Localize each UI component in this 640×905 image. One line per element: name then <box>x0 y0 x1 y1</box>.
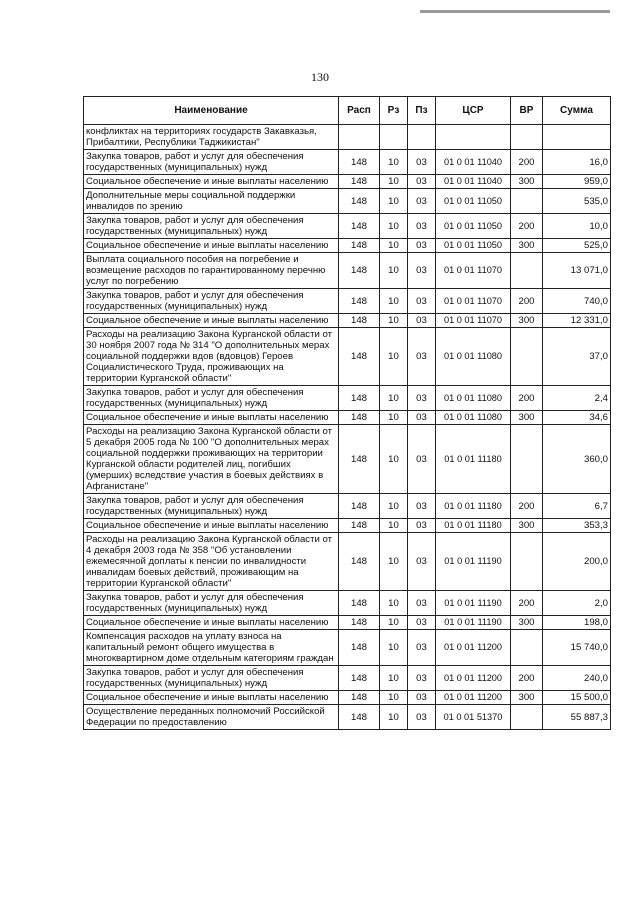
cell-rz: 10 <box>380 666 408 691</box>
cell-vr: 300 <box>511 691 543 705</box>
table-body <box>84 125 611 730</box>
table-row <box>84 125 611 150</box>
cell-rz: 10 <box>380 239 408 253</box>
cell-name: Закупка товаров, работ и услуг для обеспечения государственных (муниципальных) нужд <box>84 494 339 519</box>
cell-rz: 10 <box>380 705 408 730</box>
cell-name: Закупка товаров, работ и услуг для обеспечения государственных (муниципальных) нужд <box>84 591 339 616</box>
budget-table <box>83 96 611 730</box>
cell-name: Выплата социального пособия на погребение и возмещение расходов по гарантированному перечню услуг по погребению <box>84 253 339 289</box>
cell-pz: 03 <box>408 386 436 411</box>
cell-pz: 03 <box>408 705 436 730</box>
cell-pz: 03 <box>408 616 436 630</box>
cell-rasp: 148 <box>339 189 380 214</box>
cell-csr: 01 0 01 11070 <box>436 289 511 314</box>
table-row <box>84 411 611 425</box>
cell-sum: 240,0 <box>543 666 611 691</box>
cell-rasp: 148 <box>339 175 380 189</box>
cell-csr: 01 0 01 11180 <box>436 425 511 494</box>
cell-rz: 10 <box>380 691 408 705</box>
table-row <box>84 425 611 494</box>
cell-vr <box>511 630 543 666</box>
cell-name: Осуществление переданных полномочий Российской Федерации по предоставлению <box>84 705 339 730</box>
cell-name: Социальное обеспечение и иные выплаты населению <box>84 239 339 253</box>
cell-csr: 01 0 01 11070 <box>436 253 511 289</box>
table-row <box>84 519 611 533</box>
header-vr: ВР <box>511 97 543 125</box>
cell-name: Социальное обеспечение и иные выплаты населению <box>84 519 339 533</box>
cell-vr <box>511 253 543 289</box>
cell-rasp: 148 <box>339 533 380 591</box>
table-row <box>84 328 611 386</box>
cell-vr <box>511 705 543 730</box>
cell-csr: 01 0 01 51370 <box>436 705 511 730</box>
cell-vr <box>511 125 543 150</box>
cell-csr: 01 0 01 11050 <box>436 214 511 239</box>
table-header-row <box>84 97 611 125</box>
table-row <box>84 189 611 214</box>
cell-vr: 200 <box>511 386 543 411</box>
cell-name: Расходы на реализацию Закона Курганской области от 4 декабря 2003 года № 358 "Об установлении ежемесячной доплаты к пенсии по инвалидности инвалидам боевых действий, проживающим на территории Курганской области" <box>84 533 339 591</box>
cell-sum: 2,4 <box>543 386 611 411</box>
header-pz: Пз <box>408 97 436 125</box>
cell-pz: 03 <box>408 289 436 314</box>
cell-sum: 198,0 <box>543 616 611 630</box>
cell-sum: 13 071,0 <box>543 253 611 289</box>
cell-rz: 10 <box>380 425 408 494</box>
cell-sum: 959,0 <box>543 175 611 189</box>
cell-rz: 10 <box>380 519 408 533</box>
cell-rasp: 148 <box>339 616 380 630</box>
cell-pz: 03 <box>408 691 436 705</box>
cell-pz: 03 <box>408 214 436 239</box>
cell-rasp: 148 <box>339 591 380 616</box>
cell-csr: 01 0 01 11180 <box>436 519 511 533</box>
cell-rz: 10 <box>380 214 408 239</box>
cell-vr: 300 <box>511 239 543 253</box>
cell-csr: 01 0 01 11070 <box>436 314 511 328</box>
cell-rasp: 148 <box>339 314 380 328</box>
cell-rz: 10 <box>380 189 408 214</box>
cell-rasp: 148 <box>339 239 380 253</box>
cell-sum: 55 887,3 <box>543 705 611 730</box>
cell-sum: 34,6 <box>543 411 611 425</box>
cell-vr: 300 <box>511 314 543 328</box>
cell-rasp: 148 <box>339 494 380 519</box>
header-name: Наименование <box>84 97 339 125</box>
cell-name: Закупка товаров, работ и услуг для обеспечения государственных (муниципальных) нужд <box>84 289 339 314</box>
cell-rasp: 148 <box>339 328 380 386</box>
table-row <box>84 591 611 616</box>
cell-sum: 6,7 <box>543 494 611 519</box>
cell-name: конфликтах на территориях государств Закавказья, Прибалтики, Республики Таджикистан" <box>84 125 339 150</box>
cell-rasp: 148 <box>339 253 380 289</box>
cell-sum: 525,0 <box>543 239 611 253</box>
cell-csr: 01 0 01 11080 <box>436 328 511 386</box>
cell-sum <box>543 125 611 150</box>
cell-rz: 10 <box>380 533 408 591</box>
table-row <box>84 705 611 730</box>
cell-rasp: 148 <box>339 214 380 239</box>
table-row <box>84 314 611 328</box>
cell-csr: 01 0 01 11050 <box>436 239 511 253</box>
table-row <box>84 666 611 691</box>
cell-rasp: 148 <box>339 150 380 175</box>
cell-csr: 01 0 01 11190 <box>436 591 511 616</box>
table-row <box>84 289 611 314</box>
cell-pz: 03 <box>408 175 436 189</box>
cell-rasp: 148 <box>339 289 380 314</box>
cell-name: Социальное обеспечение и иные выплаты населению <box>84 616 339 630</box>
cell-vr <box>511 533 543 591</box>
cell-pz: 03 <box>408 425 436 494</box>
cell-rz <box>380 125 408 150</box>
cell-sum: 200,0 <box>543 533 611 591</box>
cell-name: Закупка товаров, работ и услуг для обеспечения государственных (муниципальных) нужд <box>84 214 339 239</box>
cell-csr: 01 0 01 11200 <box>436 630 511 666</box>
cell-rasp: 148 <box>339 666 380 691</box>
table-row <box>84 494 611 519</box>
cell-csr: 01 0 01 11180 <box>436 494 511 519</box>
cell-csr <box>436 125 511 150</box>
scan-top-line <box>420 10 610 13</box>
table-row <box>84 691 611 705</box>
cell-name: Закупка товаров, работ и услуг для обеспечения государственных (муниципальных) нужд <box>84 666 339 691</box>
cell-csr: 01 0 01 11040 <box>436 150 511 175</box>
cell-vr: 300 <box>511 175 543 189</box>
cell-pz: 03 <box>408 239 436 253</box>
header-csr: ЦСР <box>436 97 511 125</box>
header-rasp: Расп <box>339 97 380 125</box>
cell-name: Дополнительные меры социальной поддержки инвалидов по зрению <box>84 189 339 214</box>
cell-rz: 10 <box>380 386 408 411</box>
cell-pz: 03 <box>408 519 436 533</box>
cell-sum: 10,0 <box>543 214 611 239</box>
cell-name: Расходы на реализацию Закона Курганской области от 30 ноября 2007 года № 314 "О дополнительных мерах социальной поддержки вдов (вдовцов) Героев Социалистического Труда, проживающих на территории Курганской области" <box>84 328 339 386</box>
cell-sum: 353,3 <box>543 519 611 533</box>
table-row <box>84 150 611 175</box>
cell-csr: 01 0 01 11080 <box>436 411 511 425</box>
cell-pz: 03 <box>408 314 436 328</box>
header-sum: Сумма <box>543 97 611 125</box>
table-row <box>84 616 611 630</box>
cell-rz: 10 <box>380 150 408 175</box>
cell-csr: 01 0 01 11200 <box>436 666 511 691</box>
cell-sum: 2,0 <box>543 591 611 616</box>
cell-rz: 10 <box>380 494 408 519</box>
cell-rz: 10 <box>380 253 408 289</box>
cell-vr <box>511 189 543 214</box>
cell-sum: 37,0 <box>543 328 611 386</box>
page-number: 130 <box>311 70 329 84</box>
cell-csr: 01 0 01 11200 <box>436 691 511 705</box>
cell-rasp: 148 <box>339 519 380 533</box>
cell-name: Социальное обеспечение и иные выплаты населению <box>84 175 339 189</box>
cell-name: Социальное обеспечение и иные выплаты населению <box>84 314 339 328</box>
cell-rz: 10 <box>380 175 408 189</box>
cell-pz: 03 <box>408 411 436 425</box>
cell-pz: 03 <box>408 666 436 691</box>
cell-pz: 03 <box>408 591 436 616</box>
cell-name: Закупка товаров, работ и услуг для обеспечения государственных (муниципальных) нужд <box>84 386 339 411</box>
cell-vr: 200 <box>511 289 543 314</box>
table-row <box>84 239 611 253</box>
cell-sum: 360,0 <box>543 425 611 494</box>
cell-pz: 03 <box>408 494 436 519</box>
cell-vr: 200 <box>511 666 543 691</box>
cell-name: Социальное обеспечение и иные выплаты населению <box>84 411 339 425</box>
cell-rz: 10 <box>380 630 408 666</box>
table-row <box>84 533 611 591</box>
cell-vr: 200 <box>511 494 543 519</box>
cell-rasp <box>339 125 380 150</box>
cell-rasp: 148 <box>339 425 380 494</box>
cell-pz: 03 <box>408 328 436 386</box>
cell-sum: 535,0 <box>543 189 611 214</box>
cell-vr: 200 <box>511 150 543 175</box>
cell-name: Расходы на реализацию Закона Курганской области от 5 декабря 2005 года № 100 "О дополнительных мерах социальной поддержки проживающих на территории Курганской области родителей лиц, погибших (умерших) вследствие участия в боевых действиях в Афганистане" <box>84 425 339 494</box>
cell-csr: 01 0 01 11190 <box>436 533 511 591</box>
cell-vr <box>511 328 543 386</box>
cell-rz: 10 <box>380 314 408 328</box>
cell-rz: 10 <box>380 411 408 425</box>
cell-vr: 300 <box>511 411 543 425</box>
cell-vr: 300 <box>511 616 543 630</box>
table-row <box>84 175 611 189</box>
table-row <box>84 386 611 411</box>
cell-pz: 03 <box>408 189 436 214</box>
cell-csr: 01 0 01 11050 <box>436 189 511 214</box>
cell-pz: 03 <box>408 630 436 666</box>
cell-rz: 10 <box>380 328 408 386</box>
cell-sum: 15 740,0 <box>543 630 611 666</box>
cell-name: Социальное обеспечение и иные выплаты населению <box>84 691 339 705</box>
cell-name: Закупка товаров, работ и услуг для обеспечения государственных (муниципальных) нужд <box>84 150 339 175</box>
cell-rz: 10 <box>380 591 408 616</box>
cell-vr: 300 <box>511 519 543 533</box>
cell-name: Компенсация расходов на уплату взноса на капитальный ремонт общего имущества в многоквартирном доме отдельным категориям граждан <box>84 630 339 666</box>
cell-vr <box>511 425 543 494</box>
cell-rasp: 148 <box>339 411 380 425</box>
cell-sum: 15 500,0 <box>543 691 611 705</box>
cell-vr: 200 <box>511 214 543 239</box>
cell-rasp: 148 <box>339 386 380 411</box>
cell-csr: 01 0 01 11040 <box>436 175 511 189</box>
cell-vr: 200 <box>511 591 543 616</box>
cell-sum: 16,0 <box>543 150 611 175</box>
cell-rz: 10 <box>380 616 408 630</box>
cell-sum: 740,0 <box>543 289 611 314</box>
cell-rasp: 148 <box>339 705 380 730</box>
cell-csr: 01 0 01 11190 <box>436 616 511 630</box>
table-row <box>84 214 611 239</box>
cell-pz <box>408 125 436 150</box>
cell-pz: 03 <box>408 253 436 289</box>
cell-rasp: 148 <box>339 630 380 666</box>
cell-pz: 03 <box>408 150 436 175</box>
cell-rz: 10 <box>380 289 408 314</box>
table-row <box>84 630 611 666</box>
cell-sum: 12 331,0 <box>543 314 611 328</box>
cell-rasp: 148 <box>339 691 380 705</box>
header-rz: Рз <box>380 97 408 125</box>
cell-csr: 01 0 01 11080 <box>436 386 511 411</box>
table-row <box>84 253 611 289</box>
cell-pz: 03 <box>408 533 436 591</box>
